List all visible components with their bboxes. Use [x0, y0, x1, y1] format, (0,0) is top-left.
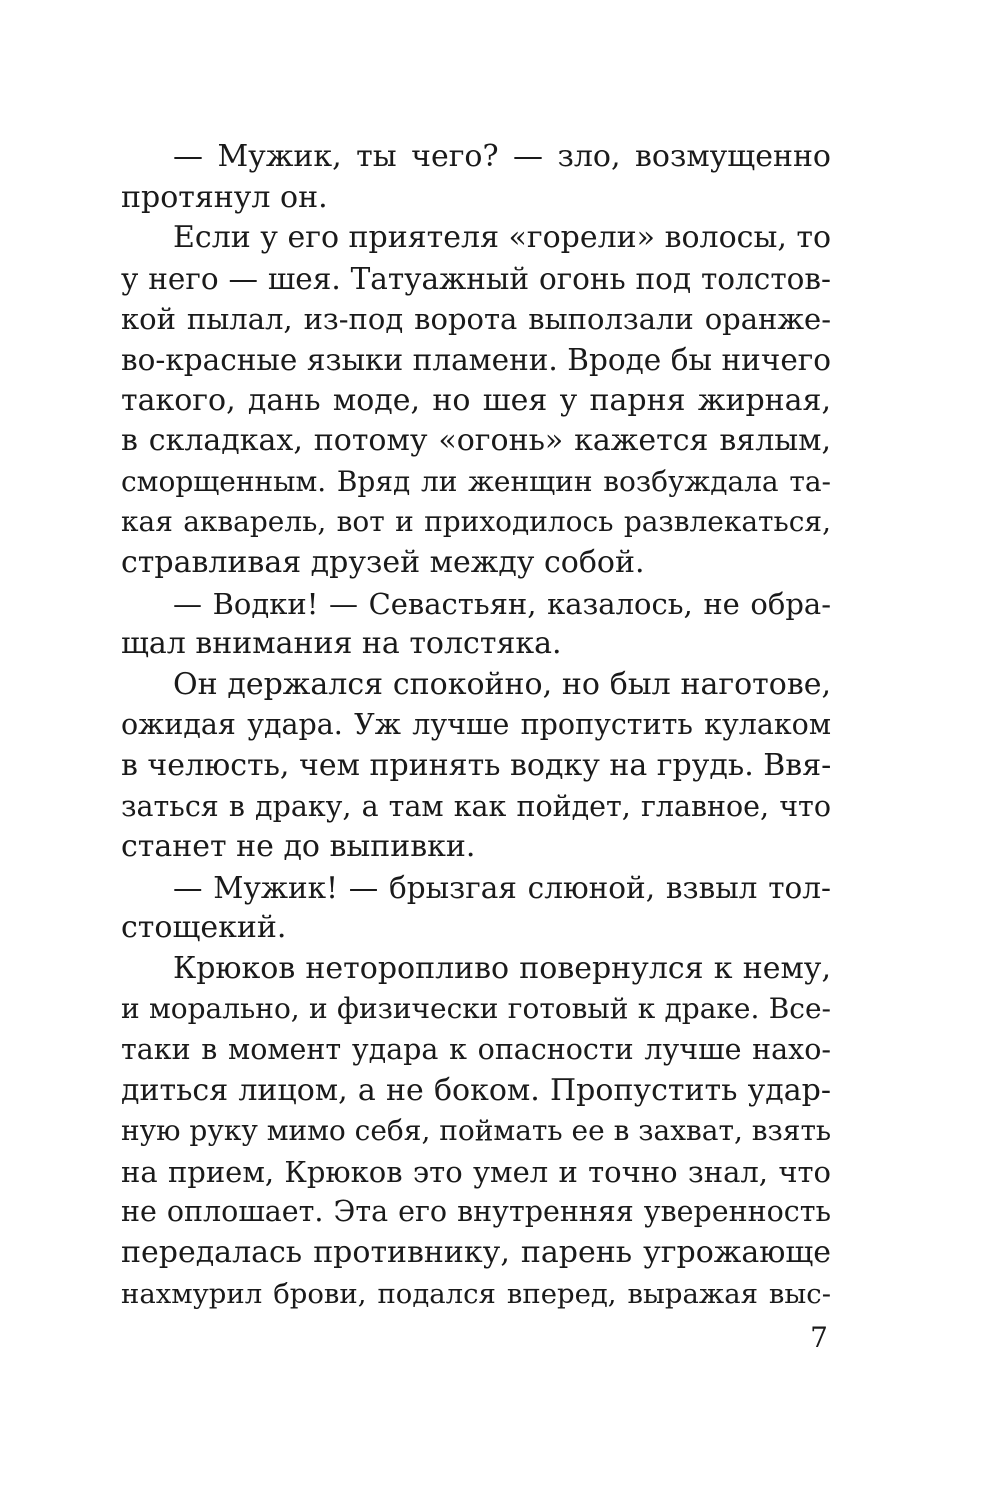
text-line: — Мужик, ты чего? — зло, возмущенно [173, 139, 831, 174]
body-text [121, 137, 831, 1314]
text-line: во-красные языки пламени. Вроде бы ничего [121, 342, 831, 377]
text-line: кая акварель, вот и приходилось развлекаться, [121, 505, 831, 539]
text-line: — Мужик! — брызгая слюной, взвыл тол- [173, 870, 831, 905]
text-line: диться лицом, а не боком. Пропустить удар- [121, 1072, 831, 1108]
text-line: не оплошает. Эта его внутренняя уверенность [121, 1195, 831, 1229]
text-line: на прием, Крюков это умел и точно знал, что [121, 1154, 831, 1189]
page-number: 7 [810, 1321, 828, 1354]
text-line: заться в драку, а там как пойдет, главное, что [121, 789, 831, 823]
text-line: ожидая удара. Уж лучше пропустить кулаком [121, 708, 831, 742]
text-line: щал внимания на толстяка. [121, 626, 562, 662]
text-line: — Водки! — Севастьян, казалось, не обра- [173, 586, 831, 621]
text-line: Он держался спокойно, но был наготове, [173, 666, 831, 702]
text-line: нахмурил брови, подался вперед, выражая выс- [121, 1277, 831, 1310]
text-line: передалась противнику, парень угрожающе [121, 1235, 831, 1271]
text-line: ную руку мимо себя, поймать ее в захват, взять [121, 1114, 832, 1148]
text-line: в складках, потому «огонь» кажется вялым, [121, 423, 831, 459]
text-line: такого, дань моде, но шея у парня жирная, [121, 382, 831, 418]
text-line: кой пылал, из-под ворота выползали оранже- [121, 302, 831, 337]
text-line: стравливая друзей между собой. [121, 544, 645, 580]
text-line: таки в момент удара к опасности лучше нахо- [121, 1033, 831, 1067]
text-line: у него — шея. Татуажный огонь под толстов- [121, 261, 831, 296]
text-line: станет не до выпивки. [121, 829, 476, 865]
text-line: и морально, и физически готовый к драке. Все- [121, 992, 831, 1026]
text-line: в челюсть, чем принять водку на грудь. Ввя- [121, 747, 832, 783]
text-line: сморщенным. Вряд ли женщин возбуждала та- [121, 464, 831, 498]
text-line: протянул он. [121, 179, 328, 215]
text-line: стощекий. [121, 910, 287, 946]
text-line: Если у его приятеля «горели» волосы, то [173, 220, 832, 256]
text-line: Крюков неторопливо повернулся к нему, [173, 950, 831, 986]
